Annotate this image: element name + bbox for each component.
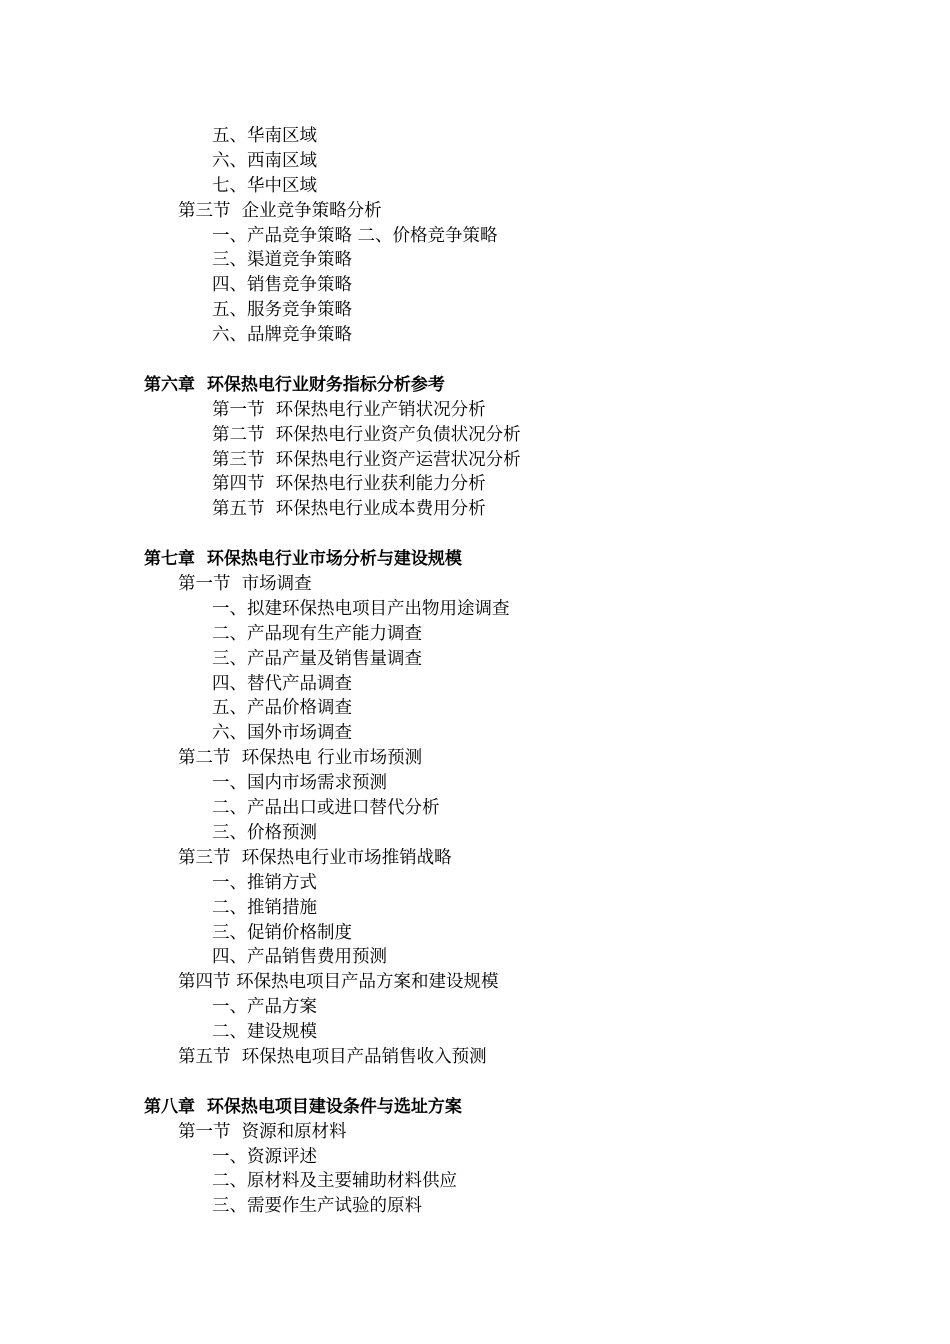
subsection-item: 三、需要作生产试验的原料 [212,1196,422,1217]
section-heading: 第一节 市场调查 [178,574,312,595]
subsection-item: 一、产品方案 [212,997,317,1018]
subsection-item: 四、销售竞争策略 [212,275,352,296]
subsection-item: 四、替代产品调查 [212,673,352,694]
subsection-item: 第三节 环保热电行业资产运营状况分析 [212,449,521,470]
section-spacer [0,348,950,373]
section-heading: 第二节 环保热电 行业市场预测 [178,748,423,769]
subsection-item: 五、服务竞争策略 [212,300,352,321]
subsection-item: 二、推销措施 [212,897,317,918]
section-heading: 第五节 环保热电项目产品销售收入预测 [178,1046,487,1067]
subsection-item: 第四节 环保热电行业获利能力分析 [212,474,486,495]
subsection-item: 第二节 环保热电行业资产负债状况分析 [212,424,521,445]
chapter-heading: 第八章 环保热电项目建设条件与选址方案 [144,1096,462,1117]
section-heading: 第三节 环保热电行业市场推销战略 [178,847,452,868]
subsection-item: 三、渠道竞争策略 [212,250,352,271]
subsection-item: 一、产品竞争策略 二、价格竞争策略 [212,225,498,246]
subsection-item: 二、产品现有生产能力调查 [212,623,422,644]
subsection-item: 六、品牌竞争策略 [212,325,352,346]
subsection-item: 一、资源评述 [212,1146,317,1167]
subsection-item: 一、国内市场需求预测 [212,773,387,794]
subsection-item: 二、原材料及主要辅助材料供应 [212,1171,457,1192]
subsection-item: 四、产品销售费用预测 [212,947,387,968]
subsection-item: 第一节 环保热电行业产销状况分析 [212,399,486,420]
table-of-contents [0,124,950,1219]
subsection-item: 五、产品价格调查 [212,698,352,719]
section-spacer [0,1070,950,1095]
subsection-item: 六、西南区域 [212,150,317,171]
subsection-item: 五、华南区域 [212,126,317,146]
chapter-heading: 第六章 环保热电行业财务指标分析参考 [144,374,445,395]
section-heading: 第四节 环保热电项目产品方案和建设规模 [178,972,499,993]
section-heading: 第一节 资源和原材料 [178,1121,347,1142]
subsection-item: 一、拟建环保热电项目产出物用途调查 [212,598,510,619]
subsection-item: 六、国外市场调查 [212,723,352,744]
subsection-item: 三、价格预测 [212,822,317,843]
subsection-item: 一、推销方式 [212,872,317,893]
section-spacer [0,522,950,547]
subsection-item: 七、华中区域 [212,175,317,196]
subsection-item: 二、建设规模 [212,1022,317,1043]
subsection-item: 三、促销价格制度 [212,922,352,943]
chapter-heading: 第七章 环保热电行业市场分析与建设规模 [144,549,462,570]
section-heading: 第三节 企业竞争策略分析 [178,200,382,221]
subsection-item: 二、产品出口或进口替代分析 [212,798,440,819]
subsection-item: 第五节 环保热电行业成本费用分析 [212,499,486,520]
subsection-item: 三、产品产量及销售量调查 [212,648,422,669]
